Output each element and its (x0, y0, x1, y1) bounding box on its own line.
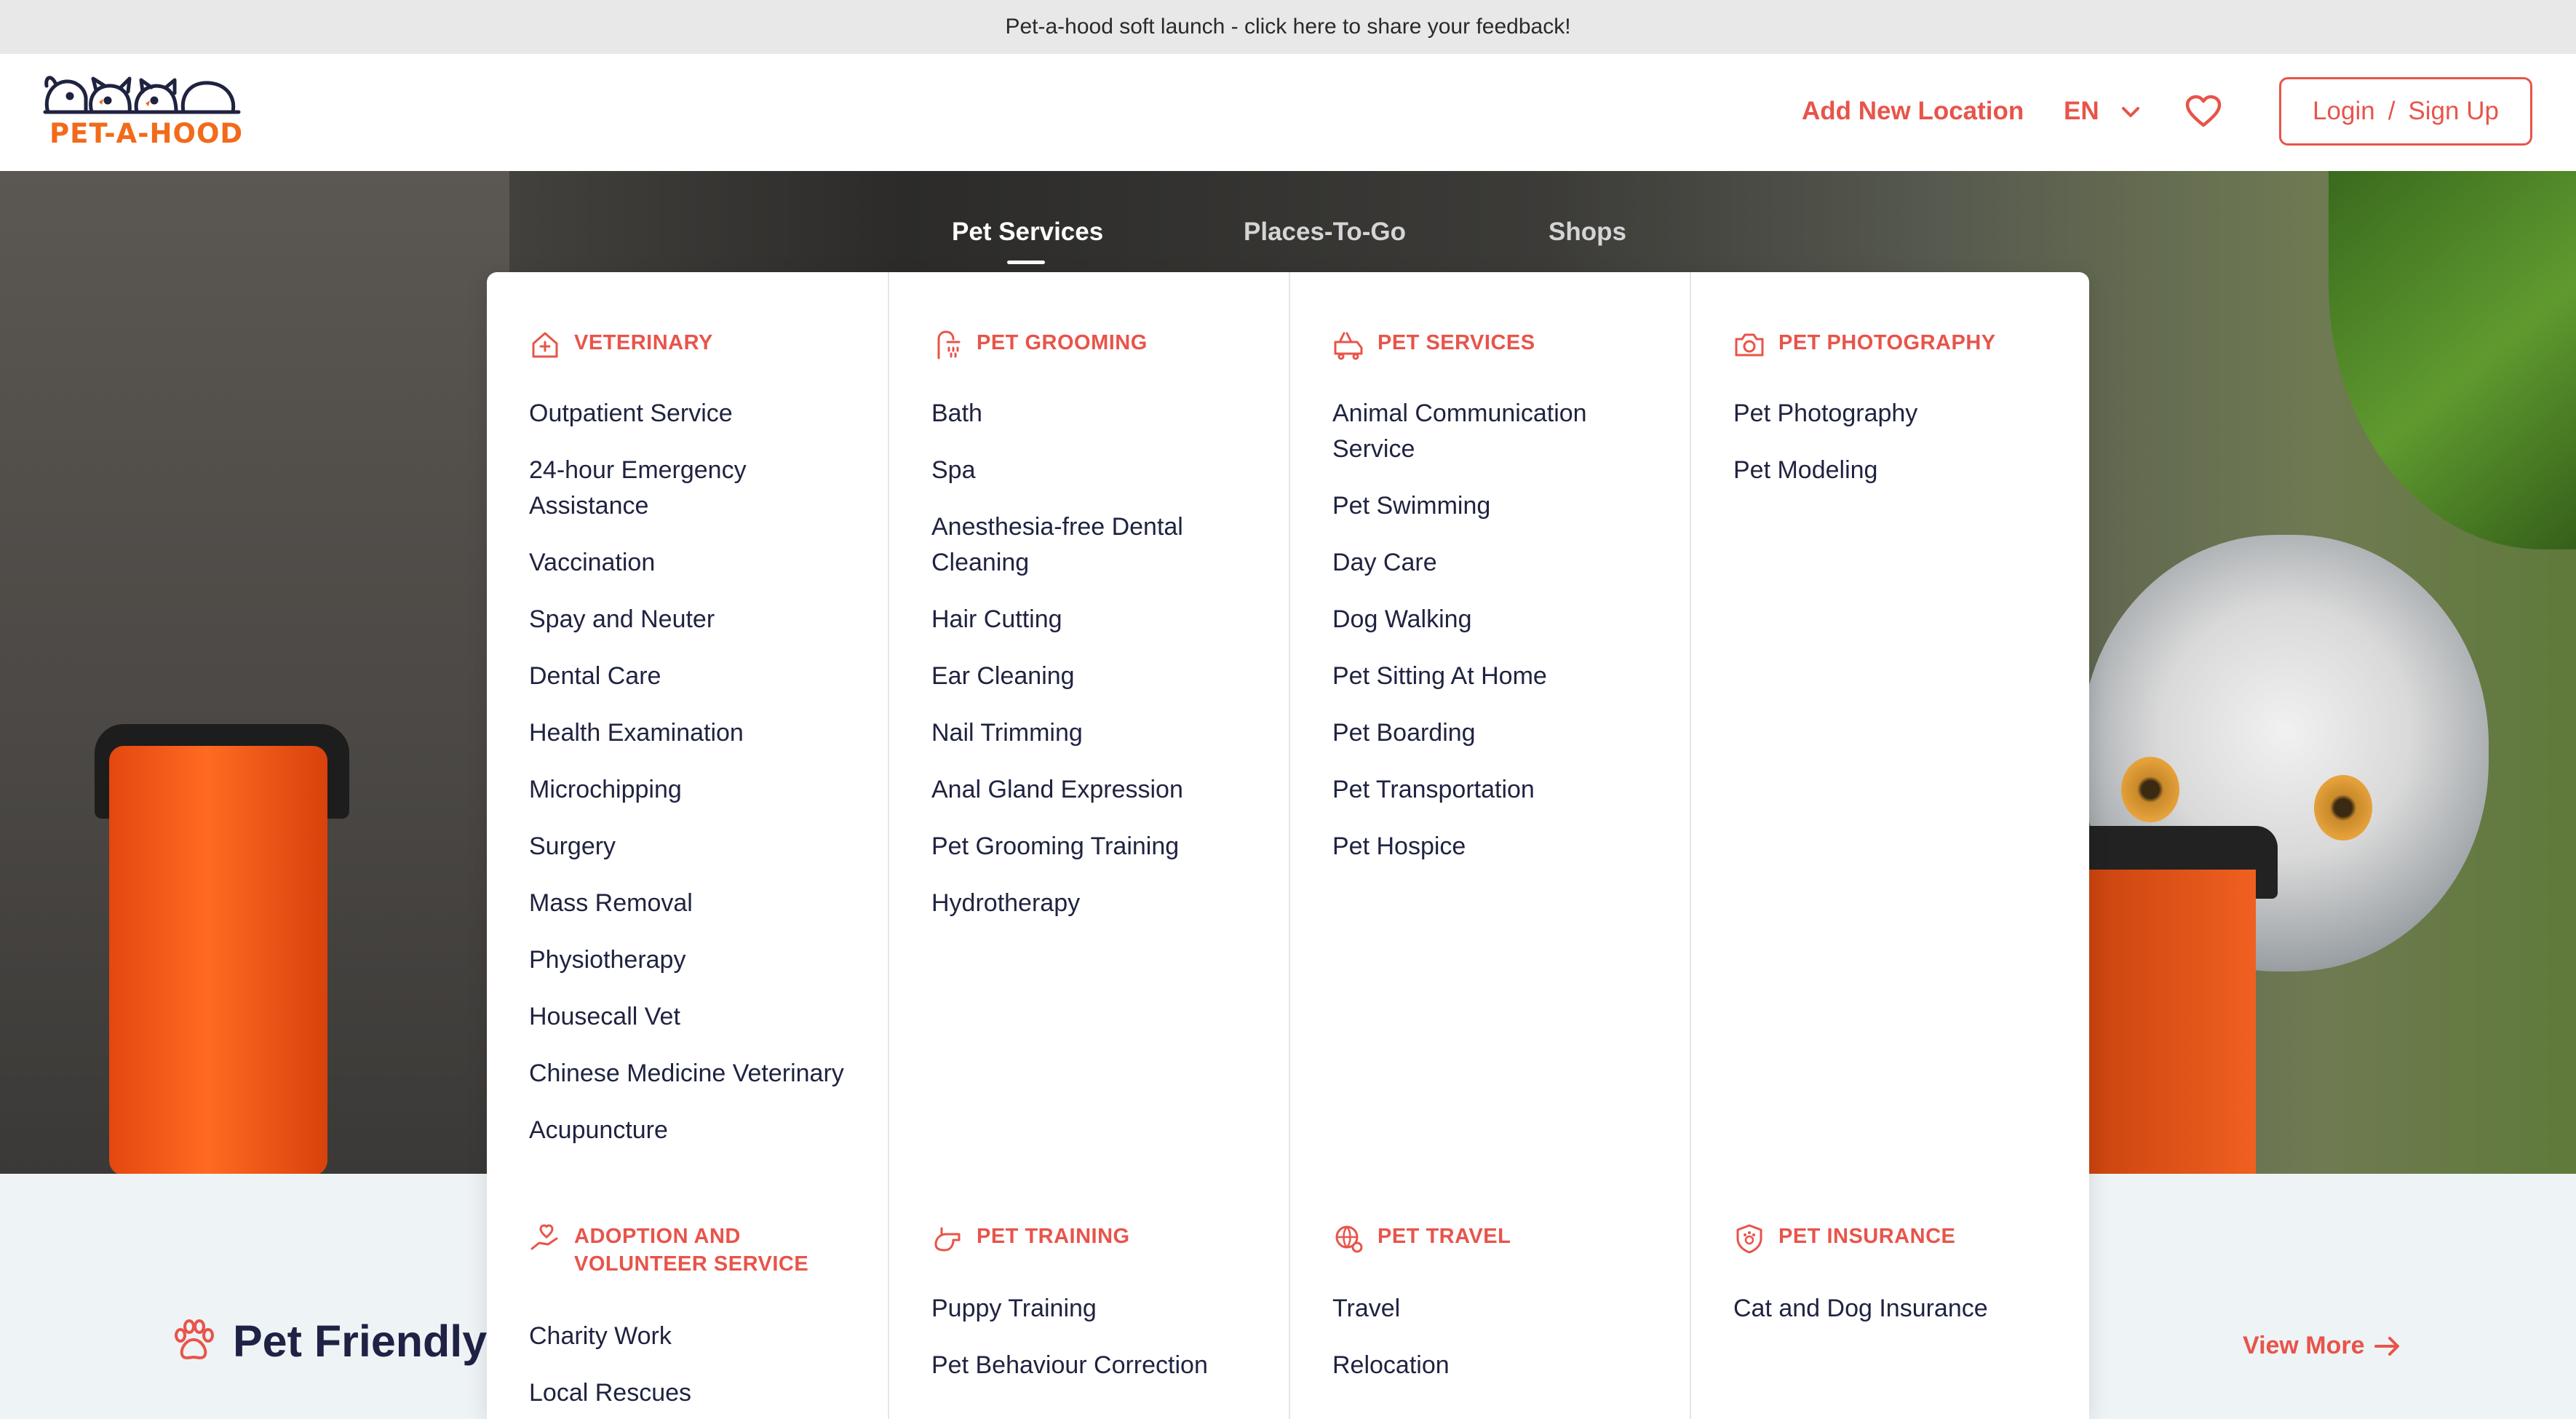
house-medical-icon (529, 329, 561, 361)
camera-icon (1733, 329, 1765, 361)
tab-places-to-go[interactable]: Places-To-Go (1244, 218, 1407, 246)
menu-item[interactable]: Pet Grooming Training (931, 832, 1180, 860)
category-veterinary[interactable] (529, 329, 880, 361)
menu-item[interactable]: Acupuncture (529, 1116, 668, 1144)
category-pet-travel-label[interactable]: PET TRAVEL (1378, 1225, 1511, 1248)
menu-item[interactable]: Nail Trimming (931, 719, 1083, 747)
menu-item[interactable]: Pet Boarding (1332, 719, 1476, 747)
menu-item[interactable]: Spa (931, 456, 976, 484)
menu-item[interactable]: Charity Work (529, 1322, 672, 1350)
add-new-location-link[interactable]: Add New Location (1802, 97, 2024, 125)
logo[interactable] (41, 70, 245, 156)
menu-item[interactable]: Bath (931, 400, 982, 427)
category-pet-travel[interactable] (1332, 1223, 1683, 1255)
insurance-list (1733, 1291, 2075, 1348)
menu-item[interactable]: Pet Transportation (1332, 776, 1535, 803)
globe-paw-icon (1332, 1223, 1364, 1255)
menu-item[interactable]: Health Examination (529, 719, 744, 747)
shield-paw-icon (1733, 1223, 1765, 1255)
veterinary-list (529, 396, 871, 1169)
menu-column-1 (487, 272, 888, 1419)
menu-item[interactable]: Travel (1332, 1295, 1401, 1322)
menu-item[interactable]: Ear Cleaning (931, 662, 1075, 690)
menu-item[interactable]: Vaccination (529, 549, 656, 576)
menu-item[interactable]: Microchipping (529, 776, 682, 803)
site-header (0, 54, 2576, 171)
menu-item[interactable]: Physiotherapy (529, 946, 686, 974)
grooming-list (931, 396, 1273, 942)
whistle-icon (931, 1223, 963, 1255)
pet-services-list (1332, 396, 1674, 886)
logo-text: PET-A-HOOD (49, 118, 244, 149)
menu-item[interactable]: Anesthesia-free Dental Cleaning (931, 513, 1183, 576)
category-pet-training-label[interactable]: PET TRAINING (977, 1225, 1130, 1248)
menu-item[interactable]: Pet Photography (1733, 400, 1918, 427)
category-tabs (0, 171, 2576, 273)
menu-item[interactable]: Pet Swimming (1332, 492, 1491, 520)
menu-item[interactable]: Pet Sitting At Home (1332, 662, 1547, 690)
category-pet-photography-label[interactable]: PET PHOTOGRAPHY (1778, 331, 1996, 354)
menu-item[interactable]: Hydrotherapy (931, 889, 1081, 917)
menu-item[interactable]: Local Rescues (529, 1379, 692, 1407)
view-more-link[interactable] (2243, 1332, 2401, 1360)
category-pet-grooming[interactable] (931, 329, 1282, 361)
category-pet-grooming-label[interactable]: PET GROOMING (977, 331, 1148, 354)
menu-item[interactable]: Day Care (1332, 549, 1437, 576)
menu-item[interactable]: Surgery (529, 832, 616, 860)
category-pet-insurance-label[interactable]: PET INSURANCE (1778, 1225, 1956, 1248)
menu-item[interactable]: Spay and Neuter (529, 605, 715, 633)
pet-carrier-icon (1332, 329, 1364, 361)
menu-item[interactable]: Puppy Training (931, 1295, 1097, 1322)
pets-logo-icon (41, 70, 245, 119)
category-pet-services[interactable] (1332, 329, 1683, 361)
menu-item[interactable]: Anal Gland Expression (931, 776, 1183, 803)
login-signup-button[interactable] (2279, 77, 2532, 146)
shower-icon (931, 329, 963, 361)
menu-item[interactable]: Pet Hospice (1332, 832, 1466, 860)
category-pet-services-label[interactable]: PET SERVICES (1378, 331, 1535, 354)
category-veterinary-label[interactable]: VETERINARY (574, 331, 713, 354)
active-tab-indicator (1007, 261, 1045, 264)
chevron-down-icon[interactable] (2119, 100, 2142, 124)
menu-item[interactable]: Pet Behaviour Correction (931, 1351, 1208, 1379)
tab-shops[interactable]: Shops (1549, 218, 1626, 246)
pet-friendly-title: Pet Friendly (233, 1316, 488, 1366)
arrow-right-icon[interactable] (2374, 1335, 2401, 1357)
category-pet-photography[interactable] (1733, 329, 2084, 361)
menu-column-2 (888, 272, 1289, 1419)
login-separator: / (2388, 97, 2396, 125)
view-more-label[interactable]: View More (2243, 1332, 2365, 1359)
menu-item[interactable]: Chinese Medicine Veterinary (529, 1060, 844, 1087)
menu-item[interactable]: Outpatient Service (529, 400, 733, 427)
services-mega-menu (487, 272, 2089, 1419)
training-list (931, 1291, 1273, 1404)
menu-column-4 (1690, 272, 2091, 1419)
menu-column-3 (1289, 272, 1690, 1419)
photography-list (1733, 396, 2075, 509)
login-label[interactable]: Login (2313, 97, 2375, 125)
menu-item[interactable]: Animal Communication Service (1332, 400, 1587, 463)
menu-item[interactable]: Pet Modeling (1733, 456, 1878, 484)
paw-icon (170, 1318, 217, 1364)
menu-item[interactable]: Mass Removal (529, 889, 693, 917)
category-pet-training[interactable] (931, 1223, 1282, 1255)
heart-icon[interactable] (2185, 95, 2222, 128)
category-adoption-label[interactable]: ADOPTION AND VOLUNTEER SERVICE (574, 1225, 809, 1276)
menu-item[interactable]: Relocation (1332, 1351, 1450, 1379)
adoption-list (529, 1319, 871, 1419)
language-selector[interactable]: EN (2064, 97, 2099, 125)
menu-item[interactable]: 24-hour Emergency Assistance (529, 456, 747, 520)
menu-item[interactable]: Cat and Dog Insurance (1733, 1295, 1988, 1322)
category-adoption-volunteer[interactable] (529, 1223, 880, 1278)
pet-friendly-heading (170, 1316, 487, 1367)
feedback-banner[interactable] (0, 0, 2576, 54)
tab-pet-services[interactable]: Pet Services (952, 218, 1104, 246)
feedback-banner-text[interactable]: Pet-a-hood soft launch - click here to share your feedback! (1005, 15, 1571, 39)
signup-label[interactable]: Sign Up (2408, 97, 2499, 125)
category-pet-insurance[interactable] (1733, 1223, 2084, 1255)
travel-list (1332, 1291, 1674, 1404)
menu-item[interactable]: Housecall Vet (529, 1003, 680, 1030)
menu-item[interactable]: Hair Cutting (931, 605, 1062, 633)
hand-heart-icon (529, 1223, 561, 1255)
menu-item[interactable]: Dog Walking (1332, 605, 1472, 633)
menu-item[interactable]: Dental Care (529, 662, 661, 690)
